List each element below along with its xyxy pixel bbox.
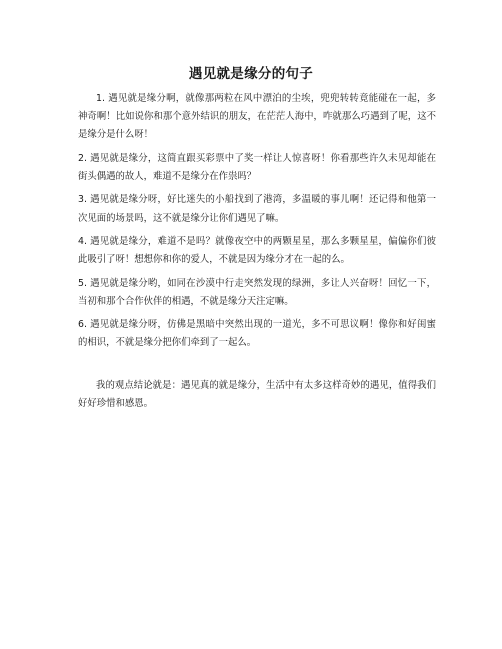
conclusion-paragraph: 我的观点结论就是：遇见真的就是缘分，生活中有太多这样奇妙的遇见，值得我们好好珍惜和感恩。 [78, 379, 436, 409]
paragraph-1: 1. 遇见就是缘分啊，就像那两粒在风中漂泊的尘埃，兜兜转转竟能碰在一起，多神奇啊！比如说你和那个意外结识的朋友，在茫茫人海中，咋就那么巧遇到了呢，这不是缘分是什么呀！ [78, 93, 436, 141]
paragraph-3: 3. 遇见就是缘分呀，好比迷失的小船找到了港湾，多温暖的事儿啊！还记得和他第一次见面的场景吗，这不就是缘分让你们遇见了嘛。 [78, 194, 436, 224]
paragraph-2: 2. 遇见就是缘分，这简直跟买彩票中了奖一样让人惊喜呀！你看那些许久未见却能在街头偶遇的故人，难道不是缘分在作祟吗？ [78, 152, 436, 182]
paragraph-6: 6. 遇见就是缘分呀，仿佛是黑暗中突然出现的一道光，多不可思议啊！像你和好闺蜜的相识，不就是缘分把你们牵到了一起么。 [78, 319, 436, 349]
paragraph-5: 5. 遇见就是缘分哟，如同在沙漠中行走突然发现的绿洲，多让人兴奋呀！回忆一下，当初和那个合作伙伴的相遇，不就是缘分天注定嘛。 [78, 277, 436, 307]
page-title: 遇见就是缘分的句子 [188, 66, 314, 82]
document-body [78, 90, 436, 418]
paragraph-4: 4. 遇见就是缘分，难道不是吗？就像夜空中的两颗星星，那么多颗星星，偏偏你们彼此吸引了呀！想想你和你的爱人，不就是因为缘分才在一起的么。 [78, 235, 436, 266]
